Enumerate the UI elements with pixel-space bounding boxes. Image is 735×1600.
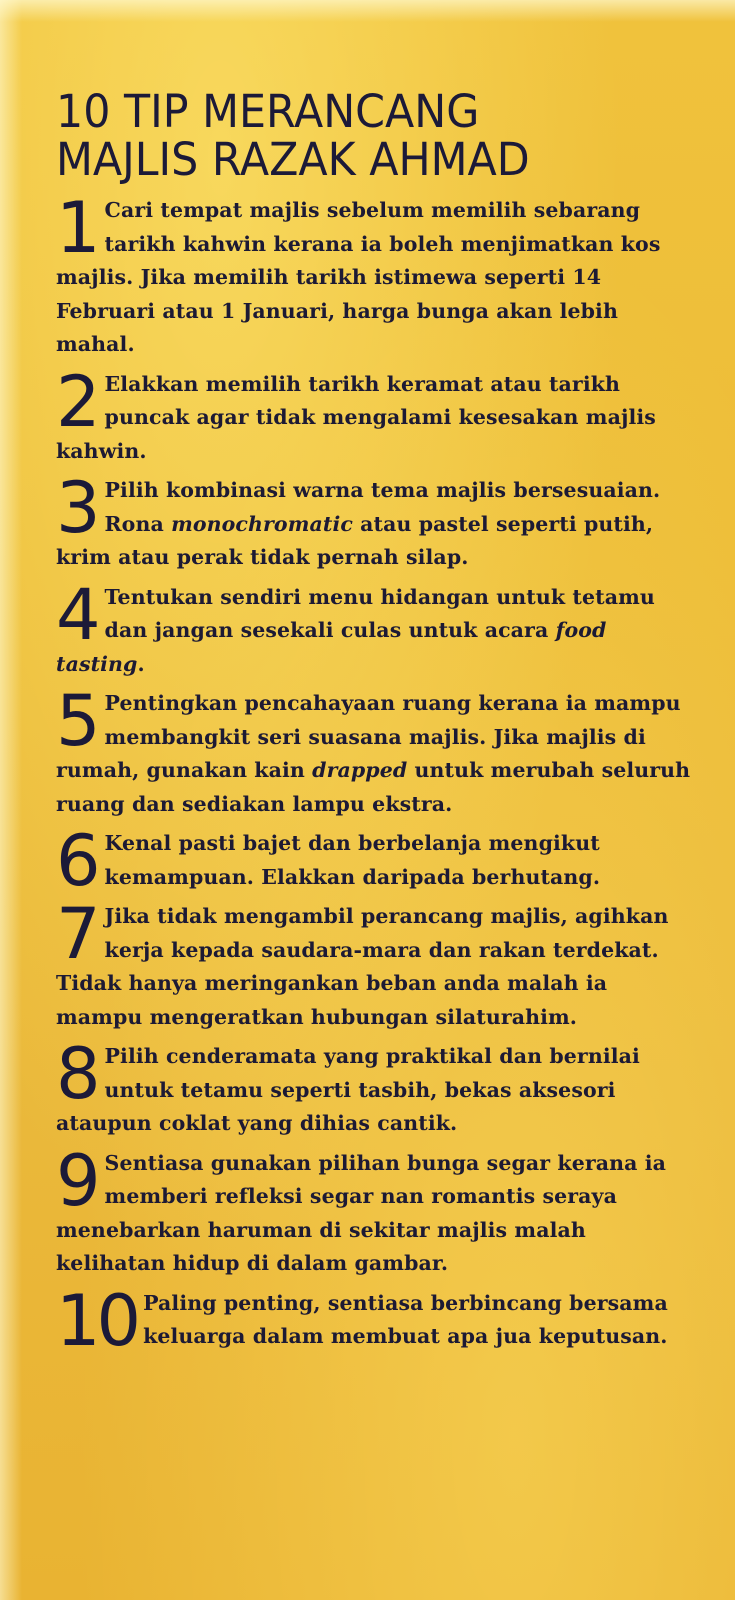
tip-number: 2 bbox=[56, 360, 99, 443]
tip-text: Paling penting, sentiasa berbincang bersama keluarga dalam membuat apa jua keputusan. bbox=[143, 1290, 668, 1348]
tip-number: 3 bbox=[56, 467, 99, 549]
tip-number: 4 bbox=[56, 573, 99, 656]
tip-emphasis: drapped bbox=[312, 758, 408, 782]
tip-2 bbox=[56, 360, 695, 469]
tip-text: Cari tempat majlis sebelum memilih sebarang tarikh kahwin kerana ia boleh menjimatkan kos majlis. Jika memilih tarikh istimewa seperti 14 Februari atau 1 Januari, harga bunga akan lebih mahal. bbox=[56, 198, 661, 356]
tip-emphasis: food tasting bbox=[56, 618, 607, 676]
tip-text-end: untuk merubah seluruh ruang dan sediakan lampu ekstra. bbox=[56, 758, 691, 816]
tip-text-end: . bbox=[137, 651, 145, 676]
page-title bbox=[56, 85, 663, 186]
tip-1 bbox=[56, 187, 695, 362]
tip-number: 8 bbox=[56, 1033, 99, 1115]
tip-text-end: atau pastel seperti putih, krim atau perak tidak pernah silap. bbox=[56, 511, 654, 569]
tips-list bbox=[56, 187, 695, 1362]
tip-number: 7 bbox=[56, 893, 99, 975]
title-line-1: 10 TIP MERANCANG bbox=[56, 85, 480, 138]
title-line-2: MAJLIS RAZAK AHMAD bbox=[56, 133, 530, 186]
tip-text: Tentukan sendiri menu hidangan untuk tetamu dan jangan sesekali culas untuk acara bbox=[104, 584, 655, 642]
tip-text: Jika tidak mengambil perancang majlis, agihkan kerja kepada saudara-mara dan rakan terdekat. Tidak hanya meringankan beban anda malah ia mampu mengeratkan hubungan silaturahim. bbox=[56, 904, 669, 1029]
tip-4 bbox=[56, 573, 695, 682]
tip-number: 5 bbox=[56, 680, 99, 762]
tip-number: 10 bbox=[56, 1279, 138, 1362]
tip-text: Pilih kombinasi warna tema majlis bersesuaian. Rona bbox=[104, 478, 661, 536]
tip-10 bbox=[56, 1279, 695, 1362]
tip-text: Elakkan memilih tarikh keramat atau tarikh puncak agar tidak mengalami kesesakan majlis kahwin. bbox=[56, 371, 656, 463]
tip-text: Pentingkan pencahayaan ruang kerana ia mampu membangkit seri suasana majlis. Jika majlis di rumah, gunakan kain bbox=[56, 691, 681, 782]
tip-number: 1 bbox=[56, 187, 99, 269]
tip-7 bbox=[56, 893, 695, 1034]
tip-emphasis: monochromatic bbox=[171, 511, 353, 536]
tip-5 bbox=[56, 680, 695, 821]
tip-9 bbox=[56, 1139, 695, 1281]
tip-number: 9 bbox=[56, 1139, 99, 1222]
tip-3 bbox=[56, 467, 695, 575]
tip-number: 6 bbox=[56, 820, 99, 902]
tip-8 bbox=[56, 1033, 695, 1141]
tip-text: Pilih cenderamata yang praktikal dan bernilai untuk tetamu seperti tasbih, bekas aksesori ataupun coklat yang dihias cantik. bbox=[56, 1044, 640, 1135]
tip-6 bbox=[56, 820, 695, 902]
tip-text: Sentiasa gunakan pilihan bunga segar kerana ia memberi refleksi segar nan romantis seraya menebarkan haruman di sekitar majlis malah kelihatan hidup di dalam gambar. bbox=[56, 1150, 667, 1275]
tip-text: Kenal pasti bajet dan berbelanja mengikut kemampuan. Elakkan daripada berhutang. bbox=[104, 831, 601, 889]
